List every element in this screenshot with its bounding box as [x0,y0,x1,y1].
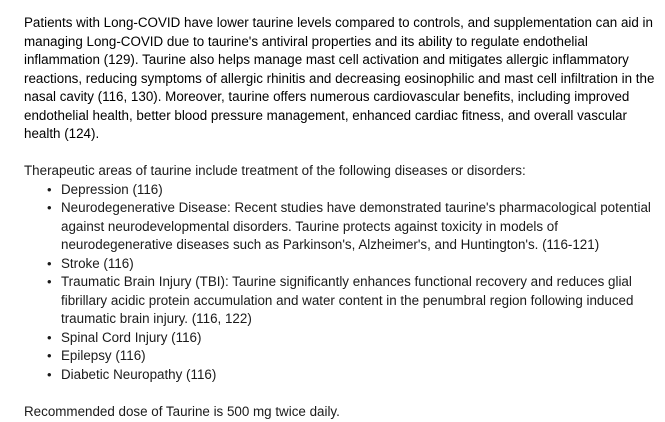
list-item-spinal-cord-injury [47,329,655,348]
recommended-dose-text: Recommended dose of Taurine is 500 mg twice daily. [24,403,340,419]
list-item-text: Depression (116) [61,181,163,197]
long-covid-paragraph: Patients with Long-COVID have lower taurine levels compared to controls, and supplementation can aid in managing Long-COVID due to taurine's antiviral properties and its ability to regulate endothelial inflammation (129). Taurine also helps manage mast cell activation and mitigates allergic inflammatory reactions, reducing symptoms of allergic rhinitis and decreasing eosinophilic and mast cell infiltration in the nasal cavity (116, 130). Moreover, taurine offers numerous cardiovascular benefits, including improved endothelial health, better blood pressure management, enhanced cardiac fitness, and overall vascular health (124). [24,15,655,141]
bullet-icon: • [47,274,52,289]
list-item-text: Diabetic Neuropathy (116) [61,366,217,382]
list-item-text: Epilepsy (116) [61,348,146,363]
therapeutic-areas-list [24,181,655,385]
bullet-icon: • [47,366,52,382]
bullet-icon: • [47,181,52,197]
list-item-neurodegenerative-disease [47,199,655,255]
list-item-text: Spinal Cord Injury (116) [61,329,202,345]
list-item-diabetic-neuropathy [47,366,655,385]
bullet-icon: • [47,329,52,345]
list-item-text: Traumatic Brain Injury (TBI): Taurine significantly enhances functional recovery and reduces glial fibrillary acidic protein accumulation and water content in the penumbral region following induced traumatic brain injury. (116, 122) [61,274,634,326]
therapeutic-areas-intro: Therapeutic areas of taurine include treatment of the following diseases or disorders: [24,163,526,178]
list-item-depression [47,181,655,200]
paragraph-spacer [24,144,655,163]
list-item-text: Neurodegenerative Disease: Recent studies have demonstrated taurine's pharmacological potential against neurodevelopmental disorders. Taurine protects against toxicity in models of neurodegenerative diseases such as Parkinson's, Alzheimer's, and Huntington's. (116-121) [61,200,651,252]
bullet-icon: • [47,200,52,215]
list-item-text: Stroke (116) [61,255,134,271]
list-item-epilepsy [47,347,655,366]
list-item-stroke [47,255,655,274]
paragraph-spacer [24,384,655,403]
bullet-icon: • [47,348,52,363]
bullet-icon: • [47,255,52,271]
list-item-traumatic-brain-injury [47,273,655,329]
